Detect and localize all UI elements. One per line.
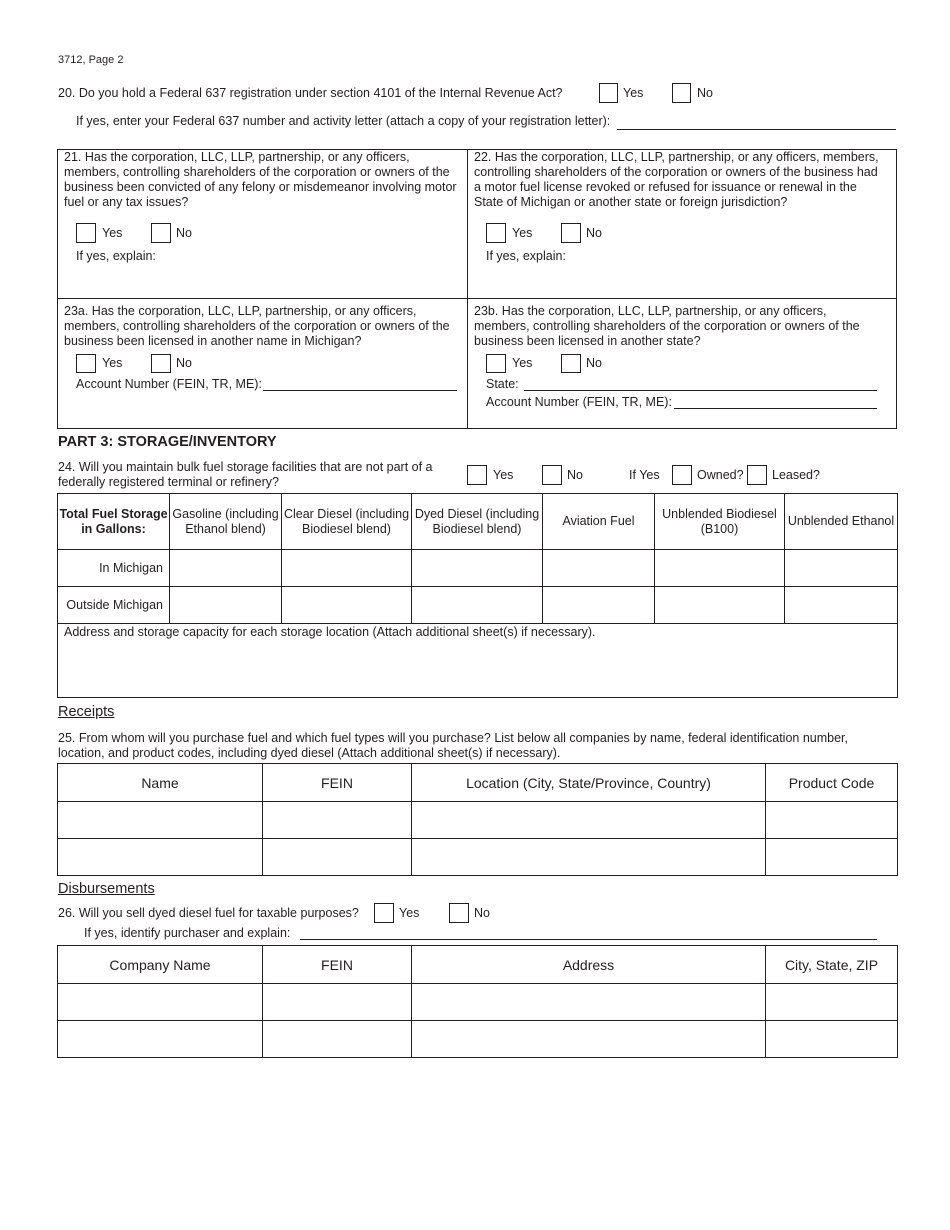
disbursements-title: Disbursements: [58, 881, 155, 897]
q20-question: 20. Do you hold a Federal 637 registration under section 4101 of the Internal Revenue Act?: [58, 86, 563, 100]
q23b-no-label: No: [586, 356, 602, 370]
table-row: [58, 984, 898, 1021]
q22-yes-label: Yes: [512, 226, 533, 240]
q21-yes-label: Yes: [102, 226, 123, 240]
q26-explain-input[interactable]: [300, 939, 877, 940]
page-reference: 3712, Page 2: [58, 54, 124, 66]
q23a-question: 23a. Has the corporation, LLC, LLP, partnership, or any officers, members, controlling shareholders of the corporation or owners of the business been licensed in another name in Michigan?: [64, 304, 450, 348]
q24-no-checkbox[interactable]: [542, 465, 562, 485]
q25-question: 25. From whom will you purchase fuel and which fuel types will you purchase? List below all companies by name, federal identification number, location, and product codes, including dyed diesel (Attach additional sheet(s) if necessary).: [58, 731, 848, 760]
q23b-question: 23b. Has the corporation, LLC, LLP, partnership, or any officers, members, controlling shareholders of the corporation or owners of the business been licensed in another state?: [474, 304, 860, 348]
receipts-cell-input[interactable]: [412, 802, 766, 839]
q20-yes-label: Yes: [623, 86, 644, 100]
q23b-yes-label: Yes: [512, 356, 533, 370]
disbursements-cell-input[interactable]: [58, 1021, 263, 1058]
storage-address-note: Address and storage capacity for each storage location (Attach additional sheet(s) if necessary).: [64, 625, 596, 639]
q20-no-label: No: [697, 86, 713, 100]
q23a-account-label: Account Number (FEIN, TR, ME):: [76, 377, 262, 391]
disbursements-cell-input[interactable]: [766, 984, 898, 1021]
storage-cell-input[interactable]: [655, 550, 785, 587]
receipts-cell-input[interactable]: [766, 839, 898, 876]
q21-no-checkbox[interactable]: [151, 223, 171, 243]
disbursements-col-header: Company Name: [58, 946, 263, 984]
q20-no-checkbox[interactable]: [672, 83, 691, 103]
storage-cell-input[interactable]: [543, 550, 655, 587]
q21-no-label: No: [176, 226, 192, 240]
disbursements-table: [57, 945, 898, 1058]
receipts-table: [57, 763, 898, 876]
q23a-no-label: No: [176, 356, 192, 370]
q22-no-label: No: [586, 226, 602, 240]
part3-title: PART 3: STORAGE/INVENTORY: [58, 434, 277, 450]
q24-yes-checkbox[interactable]: [467, 465, 487, 485]
table-row: [58, 839, 898, 876]
receipts-title: Receipts: [58, 704, 115, 720]
q24-if-yes-label: If Yes: [629, 468, 660, 482]
q24-owned-label: Owned?: [697, 468, 744, 482]
storage-col-header: Unblended Biodiesel (B100): [655, 494, 785, 550]
column-divider: [467, 149, 468, 429]
q26-followup: If yes, identify purchaser and explain:: [84, 926, 291, 940]
storage-cell-input[interactable]: [785, 550, 898, 587]
q23b-no-checkbox[interactable]: [561, 354, 581, 373]
q23a-account-input[interactable]: [263, 390, 457, 391]
storage-col-header: Aviation Fuel: [543, 494, 655, 550]
q24-leased-checkbox[interactable]: [747, 465, 767, 485]
q24-owned-checkbox[interactable]: [672, 465, 692, 485]
q26-no-checkbox[interactable]: [449, 903, 469, 923]
q21-yes-checkbox[interactable]: [76, 223, 96, 243]
receipts-cell-input[interactable]: [58, 839, 263, 876]
q23b-yes-checkbox[interactable]: [486, 354, 506, 373]
table-row: [58, 1021, 898, 1058]
storage-col-header: Clear Diesel (including Biodiesel blend): [282, 494, 412, 550]
q22-question: 22. Has the corporation, LLC, LLP, partnership, or any officers, members, controlling shareholders of the corporation or owners of the business had a motor fuel license revoked or refused for issuance or renewal in the State of Michigan or another state or foreign jurisdiction?: [474, 150, 879, 209]
q20-yes-checkbox[interactable]: [599, 83, 618, 103]
q24-question: 24. Will you maintain bulk fuel storage facilities that are not part of a federally registered terminal or refinery?: [58, 460, 433, 489]
disbursements-cell-input[interactable]: [263, 1021, 412, 1058]
storage-address-field[interactable]: [58, 624, 898, 698]
q23b-state-input[interactable]: [524, 390, 877, 391]
receipts-col-header: Product Code: [766, 764, 898, 802]
receipts-cell-input[interactable]: [412, 839, 766, 876]
table-row: [58, 550, 898, 587]
storage-cell-input[interactable]: [655, 587, 785, 624]
receipts-cell-input[interactable]: [263, 839, 412, 876]
q23b-account-label: Account Number (FEIN, TR, ME):: [486, 395, 672, 409]
storage-col-header: Gasoline (including Ethanol blend): [170, 494, 282, 550]
storage-cell-input[interactable]: [282, 587, 412, 624]
disbursements-cell-input[interactable]: [58, 984, 263, 1021]
q26-yes-label: Yes: [399, 906, 420, 920]
q26-question: 26. Will you sell dyed diesel fuel for taxable purposes?: [58, 906, 359, 920]
disbursements-cell-input[interactable]: [766, 1021, 898, 1058]
q23a-yes-label: Yes: [102, 356, 123, 370]
q22-explain-label: If yes, explain:: [486, 249, 566, 263]
storage-row-label: Outside Michigan: [58, 587, 170, 624]
q20-followup: If yes, enter your Federal 637 number and activity letter (attach a copy of your registration letter):: [76, 114, 611, 128]
q23b-state-label: State:: [486, 377, 519, 391]
q26-no-label: No: [474, 906, 490, 920]
table-row: [58, 802, 898, 839]
receipts-col-header: Name: [58, 764, 263, 802]
q21-explain-label: If yes, explain:: [76, 249, 156, 263]
q23a-no-checkbox[interactable]: [151, 354, 171, 373]
disbursements-col-header: City, State, ZIP: [766, 946, 898, 984]
table-row: [58, 587, 898, 624]
storage-corner-header: Total Fuel Storage in Gallons:: [58, 494, 170, 550]
storage-table: [57, 493, 898, 698]
receipts-cell-input[interactable]: [58, 802, 263, 839]
q24-yes-label: Yes: [493, 468, 514, 482]
disbursements-cell-input[interactable]: [263, 984, 412, 1021]
q22-yes-checkbox[interactable]: [486, 223, 506, 243]
q22-no-checkbox[interactable]: [561, 223, 581, 243]
storage-row-label: In Michigan: [58, 550, 170, 587]
receipts-col-header: FEIN: [263, 764, 412, 802]
storage-col-header: Unblended Ethanol: [785, 494, 898, 550]
storage-cell-input[interactable]: [412, 587, 543, 624]
receipts-col-header: Location (City, State/Province, Country): [412, 764, 766, 802]
disbursements-cell-input[interactable]: [412, 1021, 766, 1058]
storage-cell-input[interactable]: [170, 550, 282, 587]
storage-col-header: Dyed Diesel (including Biodiesel blend): [412, 494, 543, 550]
q26-yes-checkbox[interactable]: [374, 903, 394, 923]
storage-cell-input[interactable]: [282, 550, 412, 587]
receipts-cell-input[interactable]: [263, 802, 412, 839]
q24-leased-label: Leased?: [772, 468, 820, 482]
q23a-yes-checkbox[interactable]: [76, 354, 96, 373]
disbursements-col-header: Address: [412, 946, 766, 984]
disbursements-col-header: FEIN: [263, 946, 412, 984]
row-divider: [57, 298, 897, 299]
q24-no-label: No: [567, 468, 583, 482]
q23b-account-input[interactable]: [674, 408, 877, 409]
storage-cell-input[interactable]: [785, 587, 898, 624]
storage-cell-input[interactable]: [543, 587, 655, 624]
q21-question: 21. Has the corporation, LLC, LLP, partnership, or any officers, members, controlling shareholders of the corporation or owners of the business been convicted of any felony or misdemeanor involving motor fuel or any tax issues?: [64, 150, 457, 209]
q20-registration-input[interactable]: [617, 129, 896, 130]
storage-cell-input[interactable]: [412, 550, 543, 587]
disbursements-cell-input[interactable]: [412, 984, 766, 1021]
storage-cell-input[interactable]: [170, 587, 282, 624]
receipts-cell-input[interactable]: [766, 802, 898, 839]
